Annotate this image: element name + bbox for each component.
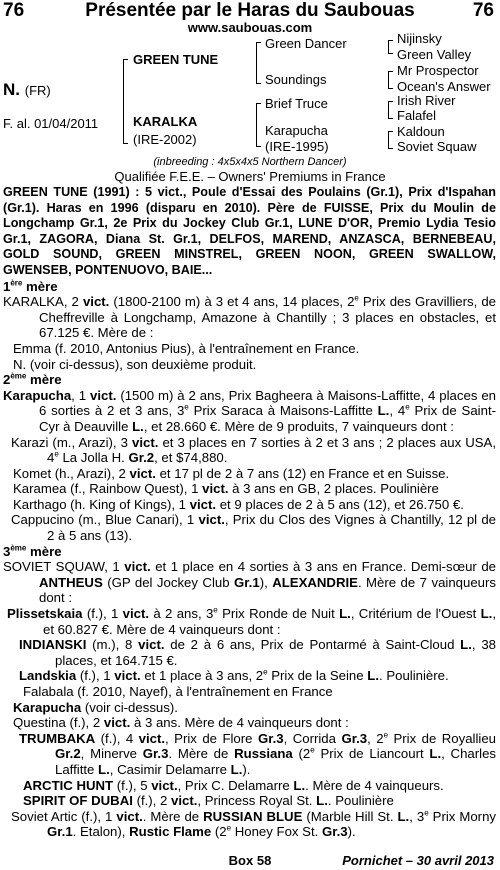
produce-entry: Cappucino (m., Blue Canari), 1 vict., Prix du Clos des Vignes à Chantilly, 12 pl de 2 à 5 ans (13). [11, 512, 496, 544]
third-dam-record: SOVIET SQUAW, 1 vict. et 1 place en 4 sorties à 3 ans en France. Demi-sœur de ANTHEUS (GP del Jockey Club Gr.1), ALEXANDRIE. Mère de 7 vainqueurs dont : [3, 559, 496, 606]
produce-entry: Emma (f. 2010, Antonius Pius), à l'entraînement en France. [13, 340, 360, 356]
section-second-dam: 2ème mère [3, 371, 62, 388]
horse-origin: (FR) [24, 83, 51, 98]
dam-record: KARALKA, 2 vict. (1800-2100 m) à 3 et 4 ans, 14 places, 2e Prix des Gravilliers, de Cheffreville à Longchamp, Amazone à Chantilly ; 3 places en obstacles, et 67.125 €. Mère de : [3, 293, 497, 341]
sdd: Ocean's Answer [397, 79, 491, 94]
inbreeding-note: (inbreeding : 4x5x4x5 Northern Dancer) [153, 156, 347, 168]
page-title: Présentée par le Haras du Saubouas [85, 0, 415, 21]
produce-entry: SPIRIT OF DUBAI (f.), 2 vict., Princess Royal St. L.. Poulinière [23, 793, 394, 809]
section-third-dam: 3ème mère [3, 543, 62, 559]
pedigree-bracket [256, 103, 261, 147]
pedigree-bracket [388, 131, 393, 149]
produce-entry: Komet (h., Arazi), 2 vict. et 17 pl de 2 à 7 ans (12) en France et en Suisse. [13, 465, 450, 481]
pedigree-bracket [388, 71, 393, 89]
catalogue-text [3, 185, 496, 840]
produce-entry: INDIANSKI (m.), 8 vict. de 2 à 6 ans, Prix de Pontarmé à Saint-Cloud L., 38 places, et 164.715 €. [19, 637, 496, 668]
produce-entry: Karthago (h. King of Kings), 1 vict. et 9 places de 2 à 5 ans (12), et 26.750 €. [13, 496, 464, 512]
produce-entry: ARCTIC HUNT (f.), 5 vict., Prix C. Delamarre L.. Mère de 4 vainqueurs. [23, 777, 444, 793]
horse-sex-dob: F. al. 01/04/2011 [3, 116, 99, 131]
horse-name: N. (FR) [3, 80, 51, 99]
dam-origin: (IRE-2002) [133, 132, 197, 147]
lot-number-left: 76 [3, 0, 25, 21]
produce-entry: Landskia (f.), 1 vict. et 1 place à 3 ans, 2e Prix de la Seine L.. Poulinière. [19, 668, 449, 684]
produce-entry: Karazi (m., Arazi), 3 vict. et 3 places en 7 sorties à 2 et 3 ans ; 2 places aux USA, 4e La Jolla H. Gr.2, et $74,880. [11, 434, 496, 466]
produce-entry: Karapucha (voir ci-dessus). [13, 699, 178, 715]
qualification-note: Qualifiée F.E.E. – Owners' Premiums in France [114, 169, 386, 184]
lot-number-right: 76 [472, 0, 494, 21]
ddd: Soviet Squaw [397, 139, 477, 154]
sire-name: GREEN TUNE [133, 52, 219, 67]
dam-dam-origin: (IRE-1995) [265, 139, 329, 154]
pedigree-bracket [388, 101, 393, 119]
produce-entry: Falabala (f. 2010, Nayef), à l'entraînement en France [23, 684, 333, 699]
sss: Nijinsky [397, 31, 442, 46]
sale-info: Pornichet – 30 avril 2013 [342, 853, 494, 868]
pedigree-bracket [123, 59, 128, 144]
website-link[interactable]: www.saubouas.com [187, 20, 313, 35]
produce-entry: Questina (f.), 2 vict. à 3 ans. Mère de 4 vainqueurs dont : [13, 715, 349, 731]
produce-entry: TRUMBAKA (f.), 4 vict., Prix de Flore Gr.3, Corrida Gr.3, 2e Prix de Royallieu Gr.2, Minerve Gr.3. Mère de Russiana (2e Prix de Liancourt L., Charles Laffitte L., Casimir Delamarre L.). [19, 730, 496, 777]
dds: Kaldoun [397, 124, 445, 139]
section-first-dam: 1ère mère [3, 278, 58, 294]
second-dam-record: Karapucha, 1 vict. (1500 m) à 2 ans, Prix Bagheera à Maisons-Laffitte, 4 places en 6 sorties à 2 et 3 ans, 3e Prix Saraca à Maisons-Laffitte L., 4e Prix de Saint-Cyr à Deauville L., et 28.660 €. Mère de 9 produits, 7 vainqueurs dont : [3, 387, 496, 434]
sire-paragraph: GREEN TUNE (1991) : 5 vict., Poule d'Essai des Poulains (Gr.1), Prix d'Ispahan (Gr.1). Haras en 1996 (disparu en 2010). Père de FUISSE, Prix du Moulin de Longchamp Gr.1, 2e Prix du Jockey Club Gr.1, LUNE D'OR, Premio Lydia Tesio Gr.1, ZAGORA, Diana St. Gr.1, DELFOS, MAREND, ANZASCA, BERNEBEAU, GOLD SOUND, GREEN MINSTREL, GREEN NOON, GREEN SWALLOW, GWENSEB, PONTENUOVO, BAIE... [3, 185, 496, 277]
sire-dam: Soundings [265, 72, 327, 87]
produce-entry: Plissetskaia (f.), 1 vict. à 2 ans, 3e Prix Ronde de Nuit L., Critérium de l'Ouest L., et 60.827 €. Mère de 4 vainqueurs dont : [7, 605, 496, 637]
dam-name: KARALKA [133, 114, 198, 129]
pedigree-bracket [388, 40, 393, 54]
produce-entry: Soviet Artic (f.), 1 vict.. Mère de RUSSIAN BLUE (Marble Hill St. L., 3e Prix Morny Gr.1. Etalon), Rustic Flame (2e Honey Fox St. Gr.3). [11, 808, 497, 840]
sire-sire: Green Dancer [265, 36, 347, 51]
dsd: Falafel [397, 108, 437, 123]
dam-sire: Brief Truce [265, 96, 328, 111]
pedigree-bracket [256, 42, 261, 84]
ssd: Green Valley [397, 47, 472, 62]
dam-dam: Karapucha [265, 123, 328, 138]
sds: Mr Prospector [397, 63, 479, 78]
box-number: Box 58 [228, 853, 272, 868]
produce-entry: Karamea (f., Rainbow Quest), 1 vict. à 3 ans en GB, 2 places. Poulinière [13, 481, 439, 497]
dss: Irish River [397, 93, 456, 108]
produce-entry: N. (voir ci-dessus), son deuxième produit. [13, 356, 257, 372]
